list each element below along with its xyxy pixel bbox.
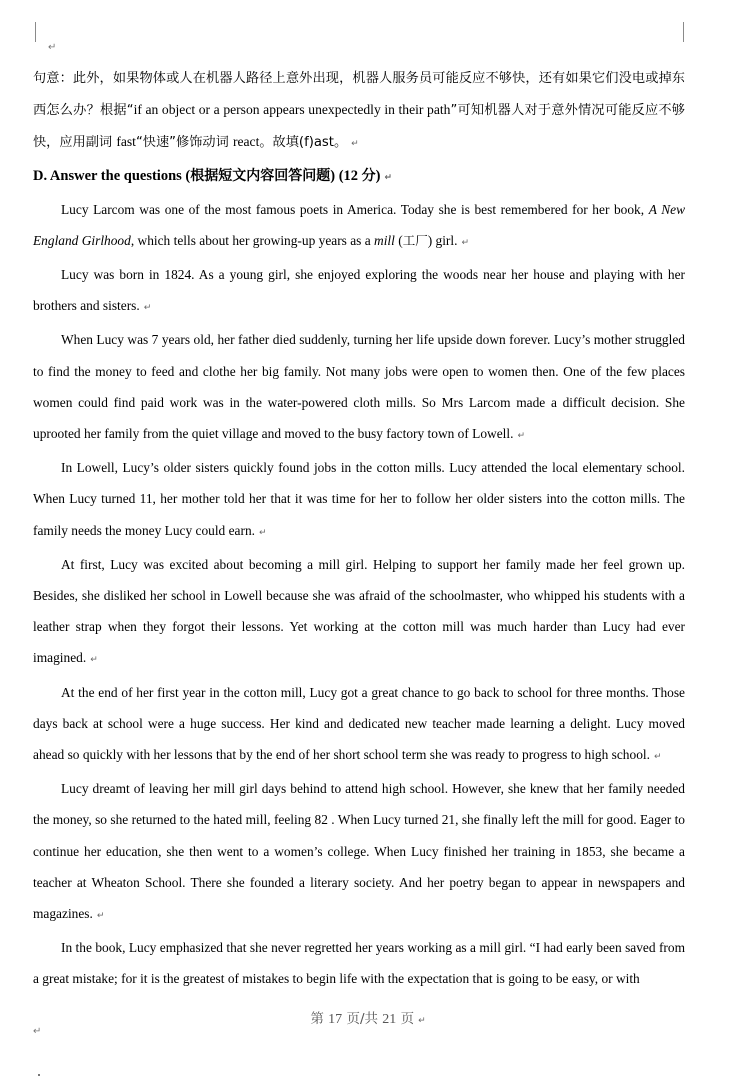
section-heading: D. Answer the questions (根据短文内容回答问题) (12 分) ↵ [33,167,393,184]
passage-paragraph-8: In the book, Lucy emphasized that she never regretted her years working as a mill girl. “I had early been saved from a great mistake; for it is the greatest of mistakes to begin life with the expectation that is going to be easy, or with [33,940,685,987]
glossed-word: mill [374,232,395,248]
passage-paragraph-3: When Lucy was 7 years old, her father died suddenly, turning her life upside down forever. Lucy’s mother struggled to find the money to feed and clothe her big family. Not many jobs were open to women then. One of the few places women could find paid work was in the water-powered cloth mills. So Mrs Larcom made a difficult decision. She uprooted her family from the quiet village and moved to the busy factory town of Lowell. ↵ [33,332,685,442]
paragraph-mark-icon: ↵ [653,752,662,763]
passage-paragraph-1: Lucy Larcom was one of the most famous poets in America. Today she is best remembered for her book, A New England Girlhood, which tells about her growing-up years as a mill (工厂) girl. ↵ [33,201,686,248]
margin-corner-mark-right [683,22,684,42]
paragraph-mark-icon: ↵ [143,303,152,314]
document-body [33,63,685,995]
margin-corner-mark-left [35,22,36,42]
paragraph-mark-icon: ↵ [351,139,359,150]
paragraph-mark-icon: ↵ [48,42,57,53]
passage-paragraph-4: In Lowell, Lucy’s older sisters quickly found jobs in the cotton mills. Lucy attended the local elementary school. When Lucy turned 11, her mother told her that it was time for her to follow her older sisters into the cotton mills. The family needs the money Lucy could earn. ↵ [33,460,685,538]
paragraph-mark-icon: ↵ [517,431,525,442]
paragraph-mark-icon: ↵ [384,172,393,183]
paragraph-mark-icon: ↵ [33,1026,42,1037]
passage-paragraph-7: Lucy dreamt of leaving her mill girl days behind to attend high school. However, she knew that her family needed the money, so she returned to the hated mill, feeling 82 . When Lucy turned 21, she finally left the mill for good. Eager to continue her education, she then went to a women’s college. When Lucy finished her training in 1853, she became a teacher at Wheaton School. There she founded a literary society. And her poetry began to appear in newspapers and magazines. ↵ [33,781,685,922]
gloss-chinese: 工厂 [402,232,428,248]
book-title: A New England Girlhood [33,201,686,248]
paragraph-mark-icon: ↵ [259,527,267,538]
answer-explanation: 句意：此外，如果物体或人在机器人路径上意外出现，机器人服务员可能反应不够快，还有如果它们没电或掉东西怎么办？根据“if an object or a person appears unexpectedly in their path”可知机器人对于意外情况可能反应不够快，应用副词 fast“快速”修饰动词 react。故填(f)ast。 ↵ [33,71,685,151]
paragraph-mark-icon: ↵ [96,911,105,922]
margin-dot [38,1074,40,1076]
page-footer: 第 17 页/共 21 页 ↵ [310,1011,426,1027]
page-number: 17 [328,1012,343,1027]
paragraph-mark-icon: ↵ [418,1016,426,1026]
paragraph-mark-icon: ↵ [90,655,98,666]
paragraph-mark-icon: ↵ [461,237,469,248]
passage-paragraph-6: At the end of her first year in the cotton mill, Lucy got a great chance to go back to school for three months. Those days back at school were a huge success. Her kind and dedicated new teacher made learning a delight. Lucy moved ahead so quickly with her lessons that by the end of her short school term she was ready to progress to high school. ↵ [33,684,685,763]
page-total: 21 [382,1012,397,1027]
passage-paragraph-2: Lucy was born in 1824. As a young girl, she enjoyed exploring the woods near her house and playing with her brothers and sisters. ↵ [33,267,685,314]
passage-paragraph-5: At first, Lucy was excited about becoming a mill girl. Helping to support her family made her feel grown up. Besides, she disliked her school in Lowell because she was afraid of the schoolmaster, who whipped his students with a leather strap when they forgot their lessons. Yet working at the cotton mill was much harder than Lucy had ever imagined. ↵ [33,556,685,666]
